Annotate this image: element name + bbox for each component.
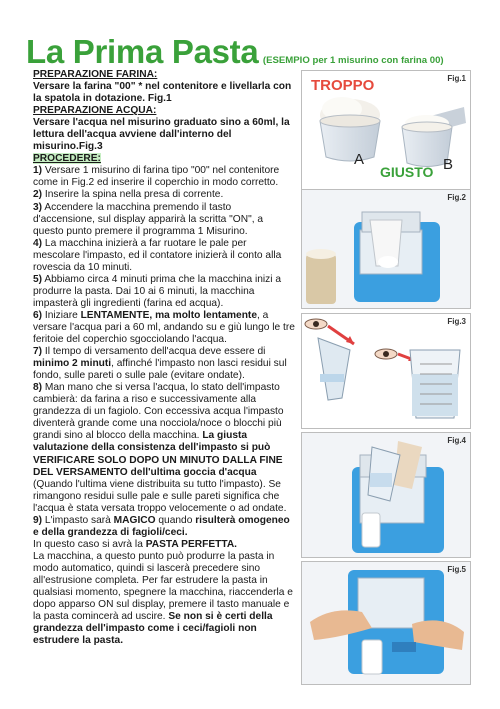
step-2 — [33, 189, 295, 201]
figure-label: Fig.4 — [447, 436, 466, 445]
step-7 — [33, 346, 295, 382]
step-emphasis: LENTAMENTE, ma molto lentamente — [80, 309, 257, 321]
figure-1 — [301, 70, 471, 190]
step-8 — [33, 382, 295, 515]
step-1 — [33, 165, 295, 189]
step-6 — [33, 310, 295, 346]
figure-label: Fig.1 — [447, 74, 466, 83]
step-emphasis: minimo 2 minuti — [33, 358, 112, 370]
step-text: In questo caso si avrà la — [33, 538, 146, 550]
step-text: , affinché l'impasto non lasci residui sul fondo, sulle pareti o sulle pale (evitare ondate). — [33, 358, 287, 382]
section-title-procedere: PROCEDERE: — [33, 153, 101, 165]
step-number: 1) — [33, 165, 43, 177]
figure-5 — [301, 561, 471, 685]
pasta-machine-water-illustration — [302, 433, 470, 557]
measuring-cup-illustration — [302, 314, 470, 428]
step-5 — [33, 274, 295, 310]
step-text: Man mano che si versa l'acqua, lo stato dell'impasto cambierà: da farina a riso e successivamente alla grandezza di un fagiolo. Con eccessiva acqua l'impasto diventerà grande come una nocciola/noce o blocchi più grandi sino al blocco della macchina. — [33, 382, 284, 442]
step-text: Inserire la spina nella presa di corrente. — [44, 189, 224, 201]
figure-label: Fig.2 — [447, 193, 466, 202]
figure-3 — [301, 313, 471, 429]
step-emphasis: risulterà omogeneo e della grandezza di fagioli/ceci. — [33, 514, 290, 538]
step-number: 3) — [33, 201, 43, 213]
step-emphasis: La giusta valutazione della consistenza dell'impasto si può VERIFICARE SOLO DOPO UN MINUTO DALLA FINE DEL VERSAMENTO dell'ultima goccia d'acqua — [33, 430, 283, 478]
label-b: B — [443, 156, 454, 173]
step-text: La macchina, a questo punto può produrre la pasta in modo automatico, quindi si lascerà precedere sino all'estrusione completa. Per far estrudere la pasta in qualsiasi momento, spegnere la macchina, riaccenderla e dopo apparso ON sul display, premere il tasto manuale e la pasta comincerà ad uscire. — [33, 550, 293, 623]
figure-label: Fig.3 — [447, 317, 466, 326]
step-emphasis: Se non si è certi della grandezza dell'impasto come i ceci/fagioli non estrudere la pasta. — [33, 611, 273, 647]
label-a: A — [354, 151, 365, 168]
figure-2 — [301, 189, 471, 309]
step-text: , a versare l'acqua pari a 60 ml, andando su e giù lungo le tre feritoie del coperchio sgocciolando l'acqua. — [33, 309, 295, 346]
page-title: La Prima Pasta — [26, 33, 259, 70]
step-text: quando — [155, 514, 196, 526]
section-text-acqua: Versare l'acqua nel misurino graduato sino a 60ml, la lettura dell'acqua avviene dall'interno del misurino.Fig.3 — [33, 117, 290, 153]
label-giusto: GIUSTO — [380, 164, 434, 180]
section-title-farina: PREPARAZIONE FARINA: — [33, 69, 158, 80]
step-emphasis: PASTA PERFETTA. — [145, 538, 238, 550]
step-emphasis: MAGICO — [113, 514, 156, 526]
step-text: Iniziare — [44, 309, 81, 321]
step-text: Versare 1 misurino di farina tipo "00" nel contenitore come in Fig.2 ed inserire il coperchio in modo corretto. — [33, 165, 280, 189]
step-text: Il tempo di versamento dell'acqua deve essere di — [44, 346, 266, 358]
pasta-machine-flour-illustration — [302, 190, 470, 308]
step-text: L'impasto sarà — [44, 514, 114, 526]
step-text: Accendere la macchina premendo il tasto d'accensione, sul display apparirà la scritta "ON", a questo punto premere il programma 1 Misurino. — [33, 201, 264, 237]
step-text: La macchina inizierà a far ruotare le pale per mescolare l'impasto, ed il contatore inizierà il conto alla rovescia da 10 minuti. — [33, 237, 282, 273]
step-text: (Quando l'ultima viene distribuita su tutto l'impasto). Se rimangono residui sulle pale e sulle pareti significa che l'acqua è stata versata troppo velocemente o ad ondate. — [33, 478, 287, 514]
section-text-farina: Versare la farina "00" * nel contenitore e livellarla con la spatola in dotazione. Fig.1 — [33, 81, 292, 105]
eye-icon — [375, 349, 397, 359]
step-number: 6) — [33, 309, 43, 321]
step-number: 7) — [33, 346, 43, 358]
step-number: 4) — [33, 237, 43, 249]
pasta-machine-extrusion-illustration — [302, 562, 470, 684]
label-troppo: TROPPO — [311, 77, 375, 94]
step-9-extrusion — [33, 551, 295, 647]
section-title-acqua: PREPARAZIONE ACQUA: — [33, 105, 157, 117]
step-4 — [33, 238, 295, 274]
step-9-result — [33, 539, 295, 551]
step-number: 8) — [33, 382, 43, 394]
page-title-row — [26, 33, 496, 73]
figure-4 — [301, 432, 471, 558]
instructions-text — [33, 69, 295, 647]
step-text: Abbiamo circa 4 minuti prima che la macchina inizi a produrre la pasta. Dai 10 ai 6 minuti, la macchina impasterà gli ingredienti (farina ed acqua). — [33, 273, 282, 309]
page-subtitle: (ESEMPIO per 1 misurino con farina 00) — [262, 55, 444, 66]
step-number: 2) — [33, 189, 43, 201]
figure-label: Fig.5 — [447, 565, 466, 574]
step-9 — [33, 515, 295, 539]
eye-icon — [305, 319, 327, 329]
step-number: 9) — [33, 514, 43, 526]
step-3 — [33, 202, 295, 238]
step-number: 5) — [33, 273, 43, 285]
